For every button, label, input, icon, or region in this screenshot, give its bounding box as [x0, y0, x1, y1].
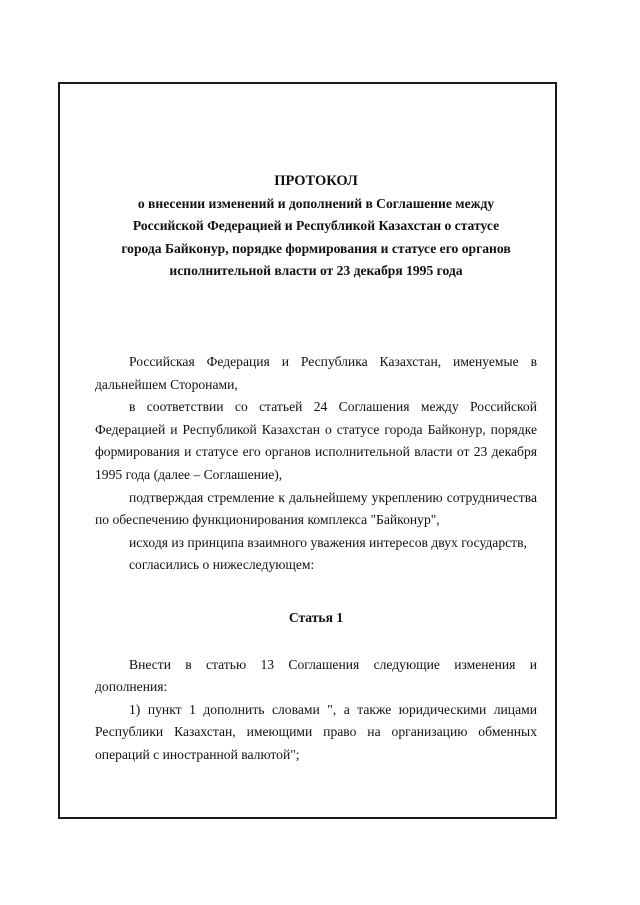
document-title: ПРОТОКОЛ [274, 173, 358, 189]
document-subtitle [95, 193, 537, 283]
subtitle-line: города Байконур, порядке формирования и статусе его органов [121, 240, 511, 256]
preamble [95, 351, 537, 577]
article-1-body [95, 654, 537, 767]
preamble-parties-line: дальнейшем Сторонами, [95, 376, 238, 392]
preamble-intent-line: по обеспечению функционирования комплекса "Байконур", [95, 512, 440, 528]
preamble-parties-line: Российская Федерация и Республика Казахстан, именуемые в [129, 353, 537, 369]
preamble-reference-line: 1995 года (далее – Соглашение), [95, 466, 283, 482]
preamble-intent-line: подтверждая стремление к дальнейшему укреплению сотрудничества [129, 489, 537, 505]
article-1-heading: Статья 1 [288, 609, 344, 625]
preamble-reference-line: в соответствии со статьей 24 Соглашения между Российской [129, 399, 537, 415]
article-1-item-1-line: операций с иностранной валютой"; [95, 746, 300, 762]
article-1-intro-line: дополнения: [95, 679, 168, 695]
article-1-intro-line: Внести в статью 13 Соглашения следующие изменения и [129, 656, 537, 672]
preamble-reference-line: Федерацией и Республикой Казахстан о статусе города Байконур, порядке [95, 421, 537, 437]
subtitle-line: Российской Федерацией и Республикой Казахстан о статусе [132, 218, 500, 234]
preamble-reference-line: формирования и статусе его органов исполнительной власти от 23 декабря [95, 444, 537, 460]
article-1-item-1-line: Республики Казахстан, имеющими право на организацию обменных [95, 724, 537, 740]
subtitle-line: о внесении изменений и дополнений в Соглашение между [137, 195, 495, 211]
subtitle-line: исполнительной власти от 23 декабря 1995 года [169, 263, 463, 279]
document-body [95, 170, 537, 766]
article-1-item-1-line: 1) пункт 1 дополнить словами ", а также юридическими лицами [129, 701, 537, 717]
preamble-principle-line: исходя из принципа взаимного уважения интересов двух государств, [129, 534, 527, 550]
preamble-agreement-line: согласились о нижеследующем: [129, 557, 315, 573]
